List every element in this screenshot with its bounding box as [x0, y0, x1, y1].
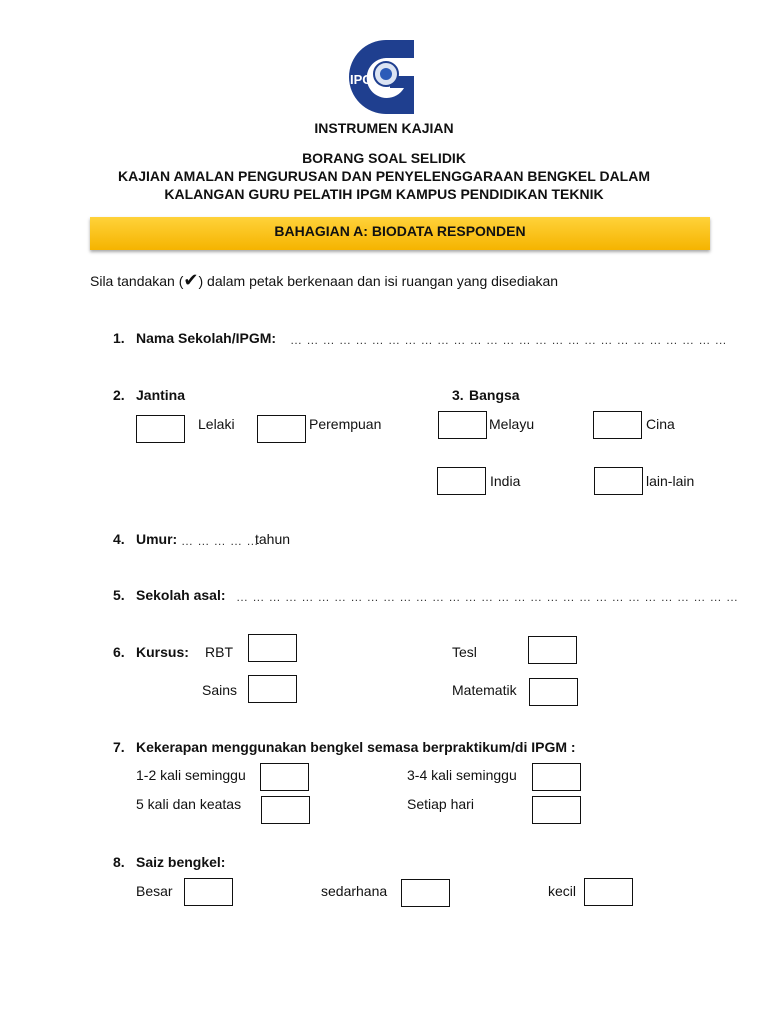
q4-label: Umur: [136, 531, 178, 547]
option-tesl: Tesl [452, 644, 477, 660]
q5-label: Sekolah asal: [136, 587, 226, 603]
checkbox-rbt[interactable] [248, 634, 297, 662]
ipg-logo [346, 38, 418, 116]
q6-number: 6. [113, 644, 125, 660]
option-kecil: kecil [548, 883, 577, 899]
checkbox-1-2-kali[interactable] [260, 763, 309, 791]
section-title: BAHAGIAN A: BIODATA RESPONDEN [274, 223, 526, 239]
instrument-title: INSTRUMEN KAJIAN [314, 120, 454, 136]
checkbox-matematik[interactable] [529, 678, 578, 706]
section-banner [90, 217, 710, 250]
option-cina: Cina [646, 416, 675, 432]
option-lelaki: Lelaki [198, 416, 235, 432]
option-1-2-kali: 1-2 kali seminggu [136, 767, 246, 783]
q1-answer-line[interactable]: … … … … … … … … … … … … … … … … … … … … … … … … … … … [290, 333, 728, 347]
checkbox-perempuan[interactable] [257, 415, 306, 443]
checkbox-kecil[interactable] [584, 878, 633, 906]
option-besar: Besar [136, 883, 173, 899]
checkbox-setiap-hari[interactable] [532, 796, 581, 824]
q3-number: 3. [452, 387, 464, 403]
study-title-line2: KALANGAN GURU PELATIH IPGM KAMPUS PENDIDIKAN TEKNIK [164, 186, 604, 202]
option-rbt: RBT [205, 644, 233, 660]
checkbox-india[interactable] [437, 467, 486, 495]
option-5-kali: 5 kali dan keatas [136, 796, 242, 812]
q7-number: 7. [113, 739, 125, 755]
checkbox-3-4-kali[interactable] [532, 763, 581, 791]
svg-text:IPG: IPG [350, 72, 373, 87]
option-perempuan: Perempuan [309, 416, 382, 432]
q3-label: Bangsa [469, 387, 520, 403]
q2-number: 2. [113, 387, 125, 403]
q8-label: Saiz bengkel: [136, 854, 226, 870]
q5-number: 5. [113, 587, 125, 603]
instructions: Sila tandakan (✔) dalam petak berkenaan dan isi ruangan yang disediakan [90, 270, 559, 290]
checkbox-lain-lain[interactable] [594, 467, 643, 495]
q8-number: 8. [113, 854, 125, 870]
checkbox-sedarhana[interactable] [401, 879, 450, 907]
q6-label: Kursus: [136, 644, 189, 660]
q1-number: 1. [113, 330, 125, 346]
q4-answer-line[interactable]: … … … … … [181, 534, 259, 548]
q5-answer-line[interactable]: … … … … … … … … … … … … … … … … … … … … … … … … … … … … … … … [236, 590, 739, 604]
option-setiap-hari: Setiap hari [407, 796, 474, 812]
option-matematik: Matematik [452, 682, 517, 698]
option-melayu: Melayu [489, 416, 535, 432]
checkbox-5-kali[interactable] [261, 796, 310, 824]
q7-label: Kekerapan menggunakan bengkel semasa berpraktikum/di IPGM : [136, 739, 576, 755]
q2-label: Jantina [136, 387, 186, 403]
checkbox-melayu[interactable] [438, 411, 487, 439]
option-sains: Sains [202, 682, 238, 698]
q1-label: Nama Sekolah/IPGM: [136, 330, 277, 346]
checkbox-sains[interactable] [248, 675, 297, 703]
checkbox-lelaki[interactable] [136, 415, 185, 443]
check-mark-icon: ✔ [183, 270, 199, 290]
q4-unit: tahun [255, 531, 291, 547]
checkbox-tesl[interactable] [528, 636, 577, 664]
option-sedarhana: sedarhana [321, 883, 388, 899]
q4-number: 4. [113, 531, 125, 547]
checkbox-besar[interactable] [184, 878, 233, 906]
option-3-4-kali: 3-4 kali seminggu [407, 767, 517, 783]
form-title: BORANG SOAL SELIDIK [302, 150, 466, 166]
option-lain-lain: lain-lain [646, 473, 695, 489]
checkbox-cina[interactable] [593, 411, 642, 439]
option-india: India [490, 473, 521, 489]
study-title-line1: KAJIAN AMALAN PENGURUSAN DAN PENYELENGGARAAN BENGKEL DALAM [117, 168, 651, 184]
